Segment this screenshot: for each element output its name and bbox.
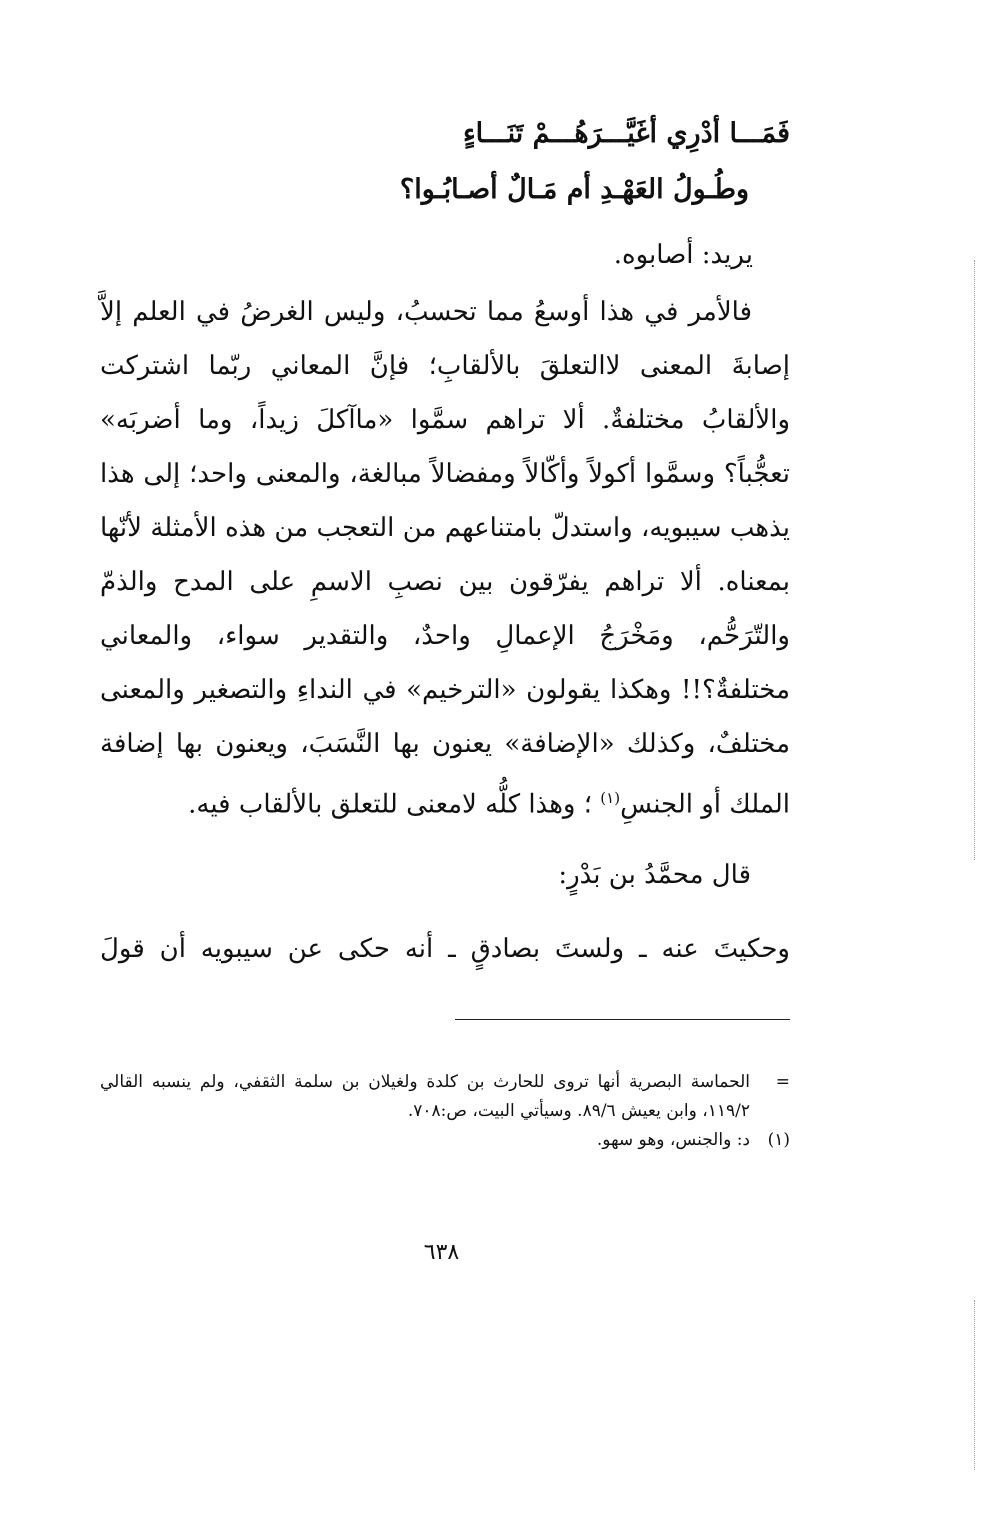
footnote-separator: [455, 1019, 790, 1020]
verse-note: يريد: أصابوه.: [613, 240, 753, 270]
footnote-1: [100, 1126, 790, 1155]
footnote-text: الحماسة البصرية أنها تروى للحارث بن كلدة ولغيلان بن سلمة الثقفي، ولم ينسبه القالي ١١٩/٢، وابن يعيش ٨٩/٦. وسيأتي البيت، ص:٧٠٨.: [100, 1072, 750, 1121]
paragraph-body: فالأمر في هذا أوسعُ مما تحسبُ، وليس الغرضُ في العلم إلاَّ إصابةَ المعنى لاالتعلقَ بالألقابِ؛ فإنَّ المعاني ربّما اشتركت والألقابُ مختلفةٌ. ألا تراهم سمَّوا «ماآكلَ زيداً، وما أضربَه» تعجُّباً؟ وسمَّوا أكولاً وأكّالاً ومفضالاً مبالغة، والمعنى واحد؛ إلى هذا يذهب سيبويه، واستدلّ بامتناعهم من التعجب من هذه الأمثلة لأنّها بمعناه. ألا تراهم يفرّقون بين نصبِ الاسمِ على المدح والذمّ والتّرَحُّم، ومَخْرَجُ الإعمالِ واحدٌ، والتقدير سواء، والمعاني مختلفةٌ؟!! وهكذا يقولون «الترخيم» في النداءِ والتصغير والمعنى مختلفٌ، وكذلك «الإضافة» يعنون بها النَّسَبَ، ويعنون بها إضافة الملك أو الجنسِ: [100, 297, 790, 820]
verse-line-1: فَمَـــا أدْرِي أغَيَّـــرَهُـــمْ تَنَـــاءٍ: [462, 118, 790, 149]
verse-line-2: وطُـولُ العَهْـدِ أم مَـالٌ أصـابُـوا؟: [399, 174, 749, 205]
main-paragraph: [100, 285, 790, 832]
scan-edge-mark: [974, 1300, 975, 1470]
footnote-marker: (١): [767, 1130, 790, 1150]
speaker-line: قال محمَّدُ بن بَدْرٍ:: [558, 860, 751, 890]
quote-paragraph: وحكيتَ عنه ـ ولستَ بصادقٍ ـ أنه حكى عن سيبويه أن قولَ: [100, 934, 790, 964]
scan-edge-mark: [974, 260, 975, 860]
footnote-text: د: والجنس، وهو سهو.: [596, 1130, 750, 1150]
paragraph-tail: ؛ وهذا كلُّه لامعنى للتعلق بالألقاب فيه.: [188, 789, 593, 820]
footnote-reference: (١): [600, 789, 621, 807]
page-number: ٦٣٨: [423, 1240, 460, 1265]
footnote-continuation: [100, 1068, 790, 1126]
footnote-marker: =: [775, 1072, 790, 1092]
footnotes: [100, 1068, 790, 1155]
